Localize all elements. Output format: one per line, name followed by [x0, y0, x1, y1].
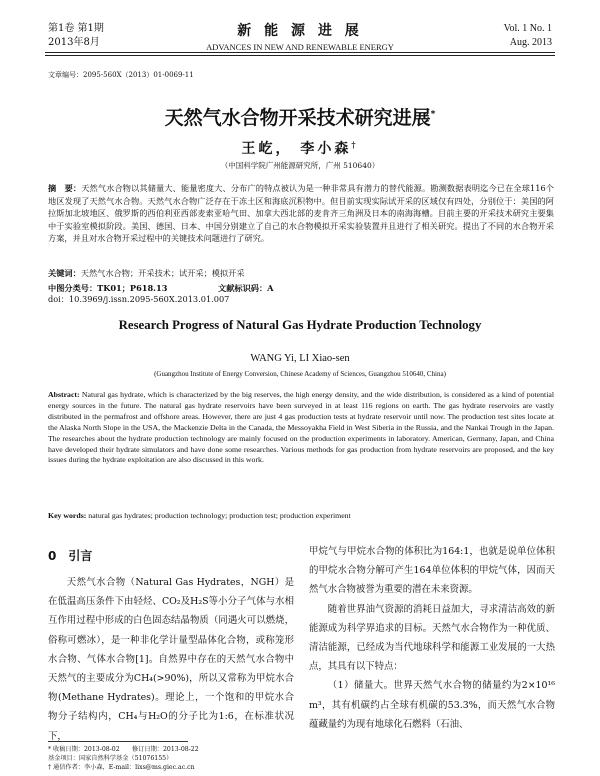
keywords-en — [48, 511, 554, 520]
footnote-fund: 基金项目：国家自然科学基金（51076155） — [48, 755, 173, 762]
footnote-corresponding: † 通信作者：李小森，E-mail：lixs@ms.giec.ac.cn — [48, 764, 195, 771]
doi: doi：10.3969/j.issn.2095-560X.2013.01.007 — [48, 294, 230, 304]
author-footnote-mark: † — [351, 139, 359, 150]
class-number: 中图分类号：TK01；P618.13 — [48, 283, 168, 293]
affiliation-en: (Guangzhou Institute of Energy Conversion, Chinese Academy of Sciences, Guangzhou 510640, China) — [154, 370, 446, 378]
journal-name-cn: 新 能 源 进 展 — [237, 23, 363, 39]
title-cn-text: 天然气水合物开采技术研究进展 — [164, 107, 431, 129]
section-heading-introduction: 0 引言 — [48, 549, 93, 563]
body-column-left — [48, 573, 294, 746]
header-rule-bottom — [45, 55, 555, 56]
abstract-cn-label: 摘 要： — [48, 183, 82, 193]
volume-issue-cn: 第1卷 第1期 — [48, 23, 104, 34]
classification-row — [48, 283, 554, 305]
keywords-cn-text: 天然气水合物；开采技术；试开采；模拟开采 — [80, 268, 245, 278]
abstract-en-text: Natural gas hydrate, which is characterized by the big reserves, the high energy density, and the wide distribution, is considered as a kind of potential energy sources in the future. The natural gas hydrate reservoirs have been surveyed in at least 116 regions on earth. The gas hydrate reservoirs are vastly distributed in the permafrost and offshore areas. However, there are just 4 gas production tests at hydrate reservoir until now. The production test sites locate at the Alaska North Slope in the USA, the Mackenzie Delta in the Canada, the Messoyakha Field in West Siberia in the Russia, and the Nankai Trough in the Japan. The researches about the hydrate production technology are mainly focused on the production experiments in laboratory. American, Germany, Japan, and China have developed their hydrate simulators and have done some researches. Various methods for gas production from hydrate reservoirs are proposed, and the key issues during the hydrate exploitation are also discussed in this work. — [48, 390, 554, 465]
article-number: 文章编号：2095-560X（2013）01-0069-11 — [48, 71, 194, 79]
authors-cn-text: 王屹， 李小森 — [241, 141, 352, 157]
authors-en: WANG Yi, LI Xiao-sen — [250, 353, 350, 364]
keywords-en-text: natural gas hydrates; production technology; production test; production experiment — [88, 511, 351, 520]
title-footnote-mark: * — [430, 109, 436, 120]
volume-issue-en: Vol. 1 No. 1 — [503, 23, 552, 34]
title-cn — [0, 103, 600, 130]
paragraph: 天然气水合物（Natural Gas Hydrates，NGH）是在低温高压条件下由轻烃、CO₂及H₂S等小分子气体与水相互作用过程中形成的白色固态结晶物质（同遇火可以燃烧，俗称可燃冰），是一种非化学计量型晶体化合物，或称笼形水合物、气体水合物[1]。自然界中存在的天然气水合物中天然气的主要成分为CH₄(>90%)，所以又常称为甲烷水合物(Methane Hydrates)。理论上，一个饱和的甲烷水合物分子结构内，CH₄与H₂O的分子比为1:6，在标准状况下， — [48, 577, 294, 742]
header-rule-top — [45, 52, 555, 53]
footnote — [48, 745, 199, 772]
paragraph: 甲烷气与甲烷水合物的体积比为164:1，也就是说单位体积的甲烷水合物分解可产生164单位体积的甲烷气体，因而天然气水合物被誉为重要的潜在未来资源。 — [309, 546, 555, 596]
footnote-received: * 收稿日期：2013-08-02 修订日期：2013-08-22 — [48, 746, 199, 753]
abstract-cn — [48, 182, 554, 245]
keywords-cn — [48, 268, 554, 279]
date-en: Aug. 2013 — [509, 37, 552, 48]
header-right — [504, 22, 552, 50]
abstract-en-label: Abstract: — [48, 390, 80, 399]
abstract-en — [48, 390, 554, 466]
abstract-cn-text: 天然气水合物以其储量大、能量密度大、分布广的特点被认为是一种非常具有潜力的替代能源。勘测数据表明迄今已在全球116个地区发现了天然气水合物。天然气水合物广泛存在于冻土区和海底沉积物中。但目前实现实际试开采的区域仅有四处，分别位于：美国的阿拉斯加北坡地区、俄罗斯的西伯利亚西部麦索亚哈气田、加拿大西北部的麦肯齐三角洲及日本的南海海槽。目前主要的开采技术研究主要集中于实验室模拟阶段。美国、德国、日本、中国分别建立了自己的水合物模拟开采实验装置并且进行了相关研究。提出了不同的水合物开采方案，并且对水合物开采过程中的关键技术问题进行了研究。 — [48, 183, 554, 244]
footnote-rule — [48, 741, 188, 742]
affiliation-cn: （中国科学院广州能源研究所，广州 510640） — [220, 161, 380, 170]
authors-cn — [0, 138, 600, 158]
keywords-cn-label: 关键词： — [48, 268, 81, 278]
date-cn: 2013年8月 — [48, 37, 100, 48]
paragraph: （1）储量大。世界天然气水合物的储量约为2×10¹⁶ m³，其有机碳约占全球有机碳的53.3%，而天然气水合物蕴藏量约为现有地球化石燃料（石油、 — [309, 680, 555, 730]
body-column-right — [309, 542, 555, 734]
journal-name-en: ADVANCES IN NEW AND RENEWABLE ENERGY — [206, 42, 394, 52]
title-en: Research Progress of Natural Gas Hydrate Production Technology — [118, 318, 482, 332]
paragraph: 随着世界油气资源的消耗日益加大，寻求清洁高效的新能源成为科学界追求的目标。天然气水合物作为一种优质、清洁能源，已经成为当代地球科学和能源工业发展的一大热点，其具有以下特点： — [309, 603, 555, 673]
document-code: 文献标识码：A — [218, 283, 274, 293]
keywords-en-label: Key words: — [48, 511, 87, 520]
